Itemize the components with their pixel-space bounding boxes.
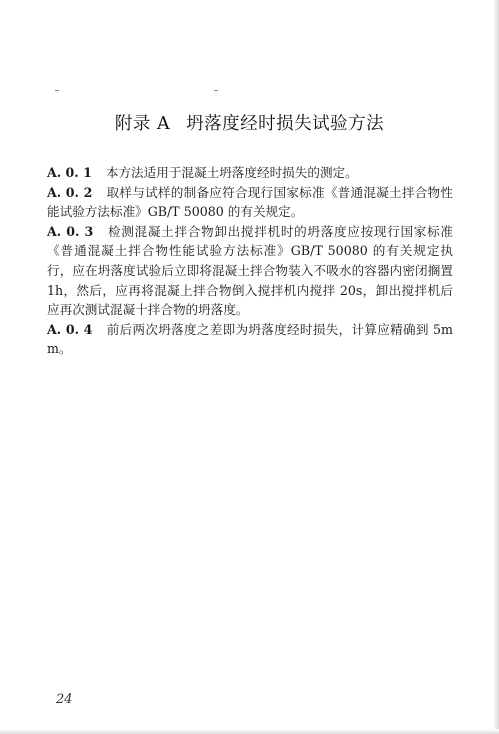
scan-mark-left (55, 90, 59, 91)
clause-text: 检测混凝土拌合物卸出搅拌机时的坍落度应按现行国家标准《普通混凝土拌合物性能试验方法标准》GB/T 50080 的有关规定执行，应在坍落度试验后立即将混凝土拌合物装入不吸水的容器内密闭搁置 1h，然后，应再将混凝上拌合物倒入搅拌机内搅拌 20s，卸出搅拌机后应再次测试混凝十拌合物的坍落度。 (47, 223, 453, 318)
clause-number: A. 0. 2 (47, 184, 93, 200)
clause-list (47, 163, 453, 359)
clause-a01 (47, 163, 453, 183)
appendix-label: 附录 A (114, 114, 171, 134)
clause-number: A. 0. 1 (47, 165, 92, 180)
scan-mark-center (214, 90, 218, 91)
page-edge-bottom (0, 729, 499, 734)
appendix-name: 坍落度经时损失试验方法 (186, 114, 385, 134)
clause-text: 取样与试样的制备应符合现行国家标准《普通混凝土拌合物性能试验方法标准》GB/T 50080 的有关规定。 (47, 184, 453, 220)
clause-a02 (47, 183, 453, 222)
clause-number: A. 0. 4 (47, 321, 93, 337)
clause-text: 本方法适用于混凝土坍落度经时损失的测定。 (105, 165, 358, 180)
clause-number: A. 0. 3 (47, 223, 94, 239)
clause-a03 (47, 222, 453, 320)
page-number: 24 (56, 692, 73, 707)
clause-a04 (47, 320, 453, 359)
clause-text: 前后两次坍落度之差即为坍落度经时损失，计算应精确到 5mm。 (47, 321, 453, 357)
page-edge-right (493, 0, 499, 734)
appendix-title (0, 110, 499, 135)
